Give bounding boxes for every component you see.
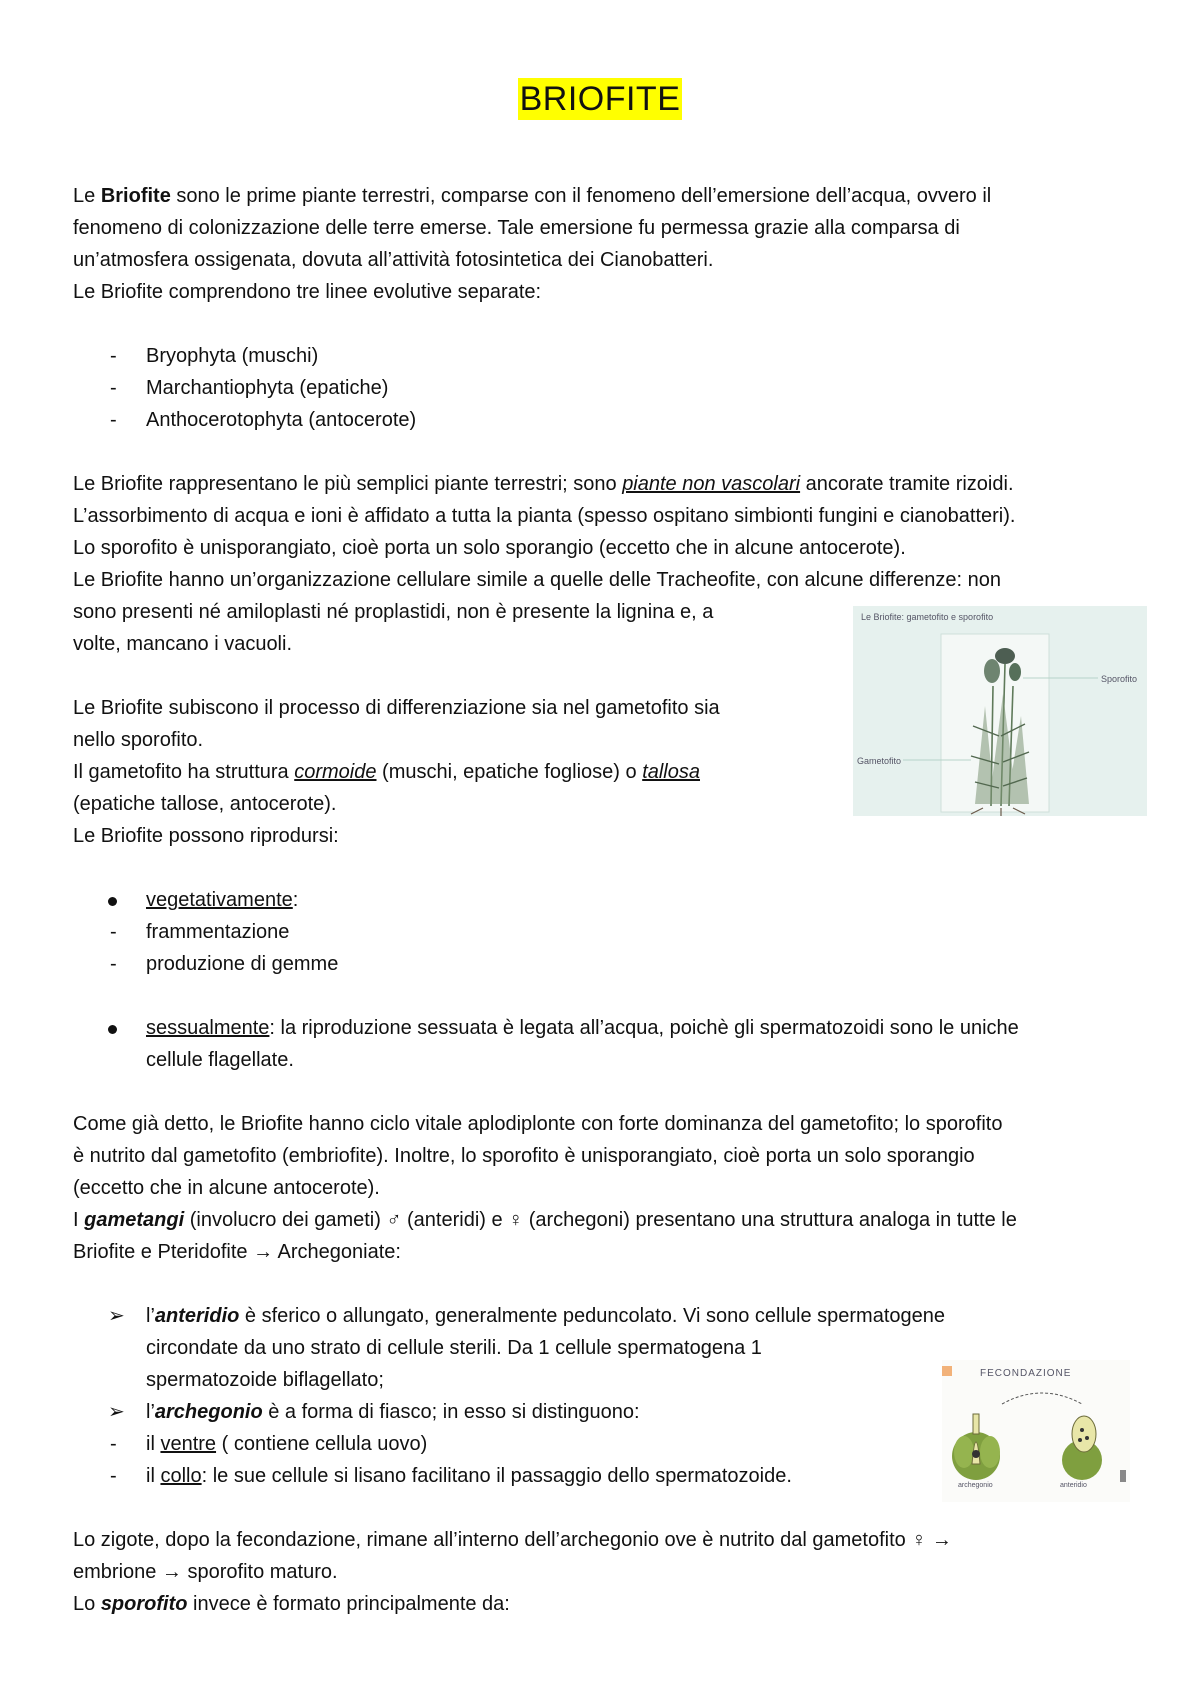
- p4-line-2: è nutrito dal gametofito (embriofite). Inoltre, lo sporofito è unisporangiato, cioè porta un solo sporangio: [73, 1145, 975, 1167]
- archegonio-ventre: [146, 1428, 427, 1460]
- title-highlight: BRIOFITE: [519, 80, 681, 118]
- underlined-term: tallosa: [642, 761, 700, 783]
- arrow-bullet-icon: ➢: [108, 1401, 125, 1423]
- p1-line-4: Le Briofite comprendono tre linee evolutive separate:: [73, 281, 542, 303]
- p3-line-5: Le Briofite possono riprodursi:: [73, 825, 339, 847]
- text-run: Lo: [73, 1593, 101, 1615]
- page-title: [0, 80, 1200, 119]
- text-run: invece è formato principalmente da:: [187, 1593, 510, 1615]
- repro-vegetative: [146, 884, 298, 916]
- text-run: l’: [146, 1401, 155, 1423]
- underlined-term: vegetativamente: [146, 889, 293, 911]
- bullet-icon: [108, 897, 117, 906]
- figure-caption: FECONDAZIONE: [980, 1368, 1072, 1379]
- moss-plant-illustration: [853, 606, 1147, 816]
- text-run: sono le prime piante terrestri, comparse con il fenomeno dell’emersione dell’acqua, ovvero il: [170, 185, 992, 207]
- arrow-bullet-icon: ➢: [108, 1305, 125, 1327]
- bold-italic-term: anteridio: [154, 1305, 240, 1327]
- list-item: Anthocerotophyta (antocerote): [146, 409, 417, 431]
- text-run: è a forma di fiasco; in esso si distinguono:: [262, 1401, 640, 1423]
- underlined-term: cormoide: [294, 761, 377, 783]
- text-run: Le Briofite rappresentano le più semplici piante terrestri; sono: [73, 473, 623, 495]
- p2-line-2: L’assorbimento di acqua e ioni è affidato a tutta la pianta (spesso ospitano simbionti fungini e cianobatteri).: [73, 505, 1016, 527]
- text-run: : le sue cellule si lisano facilitano il passaggio dello spermatozoide.: [201, 1465, 792, 1487]
- text-run: Il gametofito ha struttura: [73, 761, 295, 783]
- p4-line-1: Come già detto, le Briofite hanno ciclo vitale aplodiplonte con forte dominanza del gametofito; lo sporofito: [73, 1113, 1003, 1135]
- p5-line-3: [73, 1588, 510, 1620]
- figure-caption: Le Briofite: gametofito e sporofito: [861, 612, 994, 622]
- moss-figure: [853, 606, 1147, 816]
- bold-term: Briofite: [100, 185, 171, 207]
- text-run: (involucro dei gameti) ♂ (anteridi) e ♀ (archegoni) presentano una struttura analoga in tutte le: [184, 1209, 1017, 1231]
- p4-line-4: [73, 1204, 1017, 1236]
- archegonio-line-1: [146, 1396, 640, 1428]
- text-run: :: [292, 889, 299, 911]
- dash-marker: -: [110, 953, 117, 975]
- p2-line-5: sono presenti né amiloplasti né proplastidi, non è presente la lignina e, a: [73, 601, 714, 623]
- p1-line-2: fenomeno di colonizzazione delle terre emerse. Tale emersione fu permessa grazie alla comparsa di: [73, 217, 960, 239]
- fertilization-figure: [942, 1360, 1130, 1502]
- dash-marker: -: [110, 1433, 117, 1455]
- list-item: produzione di gemme: [146, 953, 339, 975]
- bold-italic-term: gametangi: [84, 1209, 185, 1231]
- p2-line-1: [73, 468, 1014, 500]
- underlined-term: collo: [160, 1465, 202, 1487]
- p1-line-1: [73, 180, 991, 212]
- text-run: ancorate tramite rizoidi.: [800, 473, 1014, 495]
- p3-line-1: Le Briofite subiscono il processo di differenziazione sia nel gametofito sia: [73, 697, 720, 719]
- underlined-term: sessualmente: [146, 1017, 270, 1039]
- anteridio-line-2: circondate da uno strato di cellule sterili. Da 1 cellule spermatogena 1: [146, 1337, 762, 1359]
- repro-sexual: [146, 1012, 1019, 1044]
- text-run: Le: [73, 185, 101, 207]
- text-run: il: [146, 1433, 161, 1455]
- text-run: : la riproduzione sessuata è legata all’acqua, poichè gli spermatozoidi sono le uniche: [269, 1017, 1019, 1039]
- underlined-term: ventre: [160, 1433, 217, 1455]
- bold-italic-term: archegonio: [154, 1401, 263, 1423]
- archegonio-collo: [146, 1460, 792, 1492]
- p5-line-2: embrione → sporofito maturo.: [73, 1561, 338, 1583]
- dash-marker: -: [110, 345, 117, 367]
- p1-line-3: un’atmosfera ossigenata, dovuta all’attività fotosintetica dei Cianobatteri.: [73, 249, 714, 271]
- bullet-icon: [108, 1025, 117, 1034]
- text-run: il: [146, 1465, 161, 1487]
- p3-line-2: nello sporofito.: [73, 729, 204, 751]
- text-run: I: [73, 1209, 85, 1231]
- p5-line-1: Lo zigote, dopo la fecondazione, rimane all’interno dell’archegonio ove è nutrito dal gametofito ♀ →: [73, 1529, 952, 1551]
- dash-marker: -: [110, 409, 117, 431]
- anteridio-line-1: [146, 1300, 945, 1332]
- text-run: ( contiene cellula uovo): [216, 1433, 428, 1455]
- list-item: Bryophyta (muschi): [146, 345, 319, 367]
- p3-line-4: (epatiche tallose, antocerote).: [73, 793, 337, 815]
- dash-marker: -: [110, 377, 117, 399]
- p2-line-4: Le Briofite hanno un’organizzazione cellulare simile a quelle delle Tracheofite, con alcune differenze: non: [73, 569, 1001, 591]
- fertilization-illustration: [942, 1360, 1130, 1502]
- p2-line-3: Lo sporofito è unisporangiato, cioè porta un solo sporangio (eccetto che in alcune antocerote).: [73, 537, 906, 559]
- label-anteridio: anteridio: [1060, 1482, 1087, 1489]
- list-item: frammentazione: [146, 921, 290, 943]
- text-run: l’: [146, 1305, 155, 1327]
- p4-line-3: (eccetto che in alcune antocerote).: [73, 1177, 380, 1199]
- p4-line-5: Briofite e Pteridofite → Archegoniate:: [73, 1241, 401, 1263]
- p3-line-3: [73, 756, 700, 788]
- p2-line-6: volte, mancano i vacuoli.: [73, 633, 293, 655]
- bold-italic-term: sporofito: [100, 1593, 188, 1615]
- text-run: (muschi, epatiche fogliose) o: [376, 761, 643, 783]
- list-item: Marchantiophyta (epatiche): [146, 377, 389, 399]
- underlined-term: piante non vascolari: [622, 473, 801, 495]
- dash-marker: -: [110, 1465, 117, 1487]
- anteridio-line-3: spermatozoide biflagellato;: [146, 1369, 384, 1391]
- label-archegonio: archegonio: [958, 1482, 993, 1489]
- text-run: è sferico o allungato, generalmente peduncolato. Vi sono cellule spermatogene: [239, 1305, 945, 1327]
- dash-marker: -: [110, 921, 117, 943]
- label-sporofito: Sporofito: [1101, 674, 1138, 684]
- label-gametofito: Gametofito: [857, 756, 902, 766]
- repro-sexual-line-2: cellule flagellate.: [146, 1049, 294, 1071]
